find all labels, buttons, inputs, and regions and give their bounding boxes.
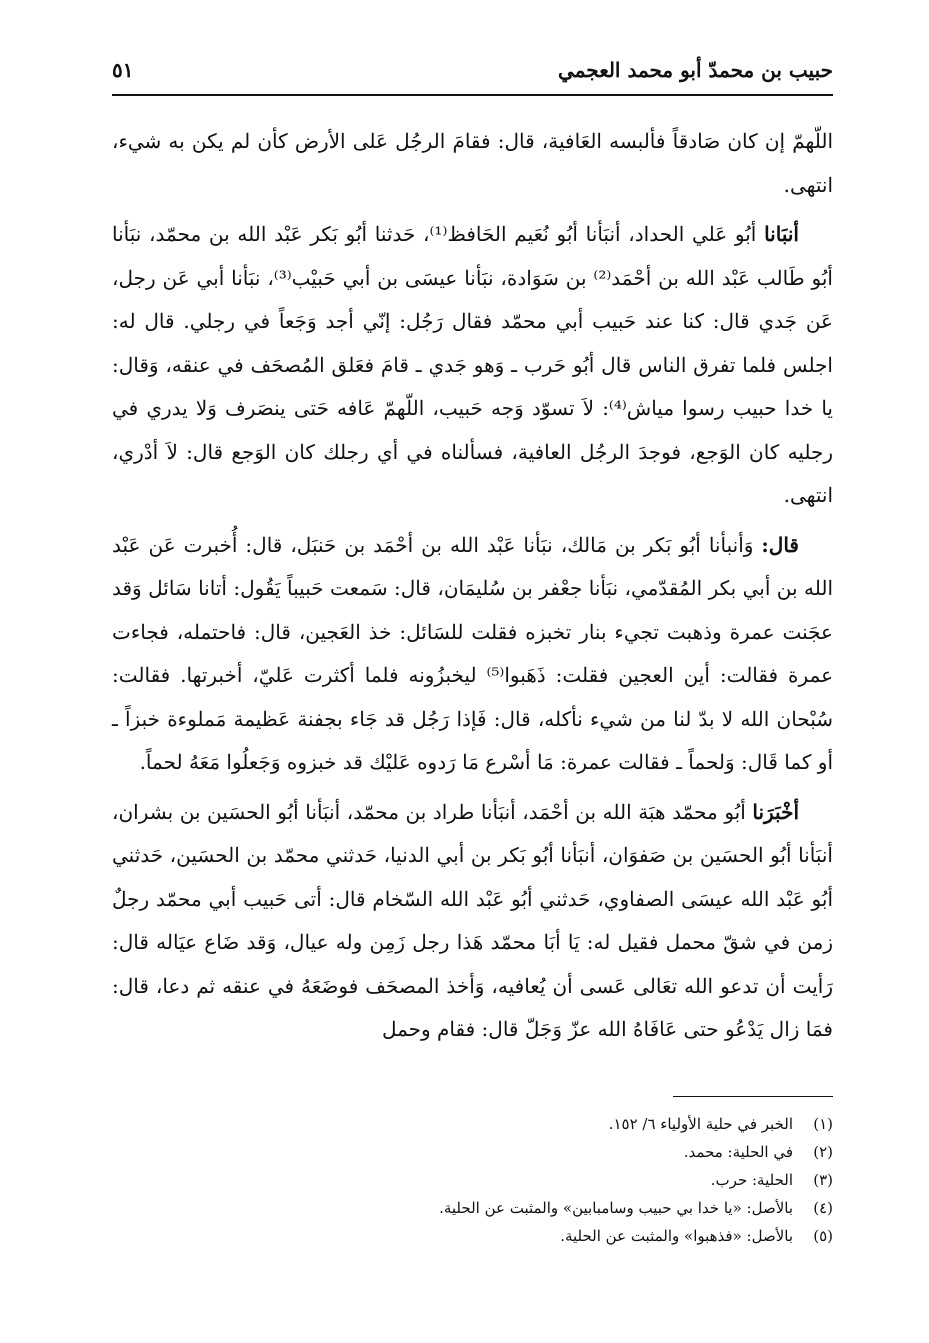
header-divider xyxy=(112,94,833,96)
footnote xyxy=(112,1166,833,1194)
page-number: ٥١ xyxy=(112,58,134,82)
footnote-number: (٢) xyxy=(813,1143,833,1161)
paragraph-text: اللّهمّ إن كان صَادقاً فألبسه العَافية، قال: فقامَ الرجُل عَلى الأرض كأن لم يكن به شيء، انتهى. xyxy=(112,129,833,197)
footnote-text: في الحلية: محمد. xyxy=(683,1143,793,1161)
footnotes xyxy=(112,1110,833,1250)
footnote-text: بالأصل: «فذهبوا» والمثبت عن الحلية. xyxy=(560,1227,793,1245)
page-header xyxy=(112,56,833,96)
footnote-divider xyxy=(673,1096,833,1097)
paragraph-lead: قال: xyxy=(761,532,799,557)
footnote xyxy=(112,1222,833,1250)
paragraph-lead: أخْبَرَنا xyxy=(752,799,799,824)
paragraph-text: وَأنبأنا أبُو بَكر بن مَالك، نبَأنا عَبْد الله بن أحْمَد بن حَنبَل، قال: أُخبرت عَن عَبْد الله بن أبي بكر المُقدّمي، نبَأنا جعْفر بن سُليمَان، قال: سَمعت حَبيباً يَقُول: أتانا سَائل وَقد عجَنت عمرة وذهبت تجيء بنار تخبزه فقلت للسَائل: خذ العَجين، قال: فاحتمله، فجاءت عمرة فقالت: أين العجين فقلت: ذَهَبوا⁽⁵⁾ ليخبزُونه فلما أكثرت عَليّ، أخبرتها. فقالت: سُبْحان الله لا بدّ لنا من شيء نأكله، قال: فَإذا رَجُل قد جَاء بجفنة عَظيمة مَملوءة خبزاً ـ أو كما قَال: وَلحماً ـ فقالت عمرة: مَا أسْرع مَا رَدوه عَليْك قد خبزوه وَجَعلُوا مَعَهُ لحماً. xyxy=(112,532,834,774)
footnote-text: بالأصل: «يا خدا بي حبيب وسامبابين» والمثبت عن الحلية. xyxy=(439,1199,793,1217)
footnote-text: الحلية: حرب. xyxy=(710,1171,793,1189)
paragraph xyxy=(112,213,833,518)
paragraph-text: أبُو محمّد هبَة الله بن أحْمَد، أنبَأنا طراد بن محمّد، أنبَأنا أبُو الحسَين بن بشران، أنبَأنا أبُو الحسَين بن صَفوَان، أنبَأنا أبُو بَكر بن أبي الدنيا، حَدثني محمّد بن الحسَين، حَدثني أبُو عَبْد الله عيسَى الصفاوي، حَدثني أبُو عَبْد الله السّخام قال: أتى حَبيب أبي محمّد رجلٌ زمن في شقّ محمل فقيل له: يَا أبَا محمّد هَذا رجل زَمِن وله عيال، وَقد ضَاع عيَاله قال: رَأيت أن تدعو الله تعَالى عَسى أن يُعافيه، وَأخذ المصحَف فوضَعَهُ في عنقه ثم دعا، قال: فمَا زال يَدْعُو حتى عَافَاهُ الله عزّ وَجَلّ قال: فقام وحمل xyxy=(112,799,833,1041)
footnote xyxy=(112,1138,833,1166)
paragraph xyxy=(112,524,833,785)
main-text xyxy=(112,120,833,1052)
running-title: حبيب بن محمدّ أبو محمد العجمي xyxy=(558,58,833,82)
footnote xyxy=(112,1110,833,1138)
paragraph xyxy=(112,791,833,1052)
footnote-number: (٤) xyxy=(813,1199,833,1217)
footnote-text: الخبر في حلية الأولياء ٦/ ١٥٢. xyxy=(608,1115,793,1133)
footnote-number: (١) xyxy=(813,1115,833,1133)
paragraph xyxy=(112,120,833,207)
footnote xyxy=(112,1194,833,1222)
footnote-number: (٥) xyxy=(813,1227,833,1245)
footnote-number: (٣) xyxy=(813,1171,833,1189)
paragraph-text: أبُو عَلي الحداد، أنبَأنا أبُو نُعَيم الحَافظ⁽¹⁾، حَدثنا أبُو بَكر عَبْد الله بن محمّد، نبَأنا أبُو طَالب عَبْد الله بن أحْمَد⁽²⁾ بن سَوَادة، نبَأنا عيسَى بن أبي حَبيْب⁽³⁾، نبَأنا أبي عَن رجل، عَن جَدي قال: كنا عند حَبيب أبي محمّد فقال رَجُل: إنّي أجد وَجَعاً في رجلي. قال له: اجلس فلما تفرق الناس قال أبُو حَرب ـ وَهو جَدي ـ قامَ فعَلق المُصحَف في عنقه، وَقال: يا خدا حبيب رسوا مياش⁽⁴⁾: لاَ تسوّد وَجه حَبيب، اللّهمّ عَافه حَتى ينصَرف وَلا يدري في رجليه كان الوَجع، فوجدَ الرجُل العافية، فسألناه في أي رجلك كان الوَجع قال: لاَ أدْري، انتهى. xyxy=(112,222,833,507)
paragraph-lead: أنبَانا xyxy=(764,222,799,246)
